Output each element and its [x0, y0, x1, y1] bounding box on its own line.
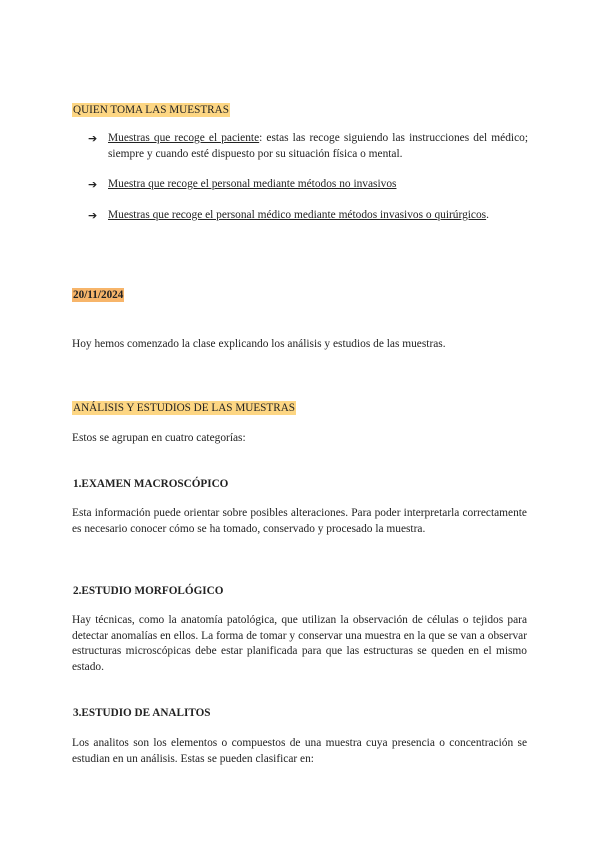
intro-paragraph: Hoy hemos comenzado la clase explicando los análisis y estudios de las muestras.	[72, 338, 446, 350]
arrow-icon: ➔	[88, 178, 98, 191]
examen-macroscopico-paragraph: Esta información puede orientar sobre posibles alteraciones. Para poder interpretarla correctamente es necesario conocer cómo se ha tomado, conservado y procesado la muestra.	[72, 507, 527, 535]
heading-estudio-de-analitos: 3.ESTUDIO DE ANALITOS	[73, 707, 211, 719]
heading-analisis-y-estudios: ANÁLISIS Y ESTUDIOS DE LAS MUESTRAS	[73, 402, 296, 414]
arrow-icon: ➔	[88, 208, 98, 222]
date-heading: 20/11/2024	[73, 289, 124, 301]
bullet-underlined-text: Muestras que recoge el paciente	[108, 132, 260, 144]
bullet-text: : estas las recoge siguiendo las instrucciones del médico; siempre y cuando esté dispuesto por su situación física o mental.	[108, 132, 528, 160]
list-item	[88, 177, 528, 193]
bullet-underlined-text: Muestras que recoge el personal médico mediante métodos invasivos o quirúrgicos	[108, 208, 487, 221]
bullet-list	[88, 131, 528, 238]
arrow-icon: ➔	[88, 132, 98, 145]
bullet-underlined-text: Muestra que recoge el personal mediante métodos no invasivos	[108, 178, 397, 190]
heading-quien-toma-las-muestras: QUIEN TOMA LAS MUESTRAS	[73, 104, 229, 116]
estudio-de-analitos-paragraph: Los analitos son los elementos o compuestos de una muestra cuya presencia o concentración se estudian en un análisis. Estas se pueden clasificar en:	[72, 737, 527, 765]
heading-examen-macroscopico: 1.EXAMEN MACROSCÓPICO	[73, 478, 229, 490]
heading-estudio-morfologico: 2.ESTUDIO MORFOLÓGICO	[73, 585, 224, 597]
list-item	[88, 131, 528, 162]
analisis-intro-paragraph: Estos se agrupan en cuatro categorías:	[72, 432, 246, 444]
list-item	[88, 208, 528, 224]
bullet-text: .	[486, 208, 489, 221]
estudio-morfologico-paragraph: Hay técnicas, como la anatomía patológica, que utilizan la observación de células o tejidos para detectar anomalías en ellos. La forma de tomar y conservar una muestra en la que se van a observar estructuras microscópicas debe estar planificada para que las estructuras se queden en el mismo estado.	[72, 614, 527, 673]
